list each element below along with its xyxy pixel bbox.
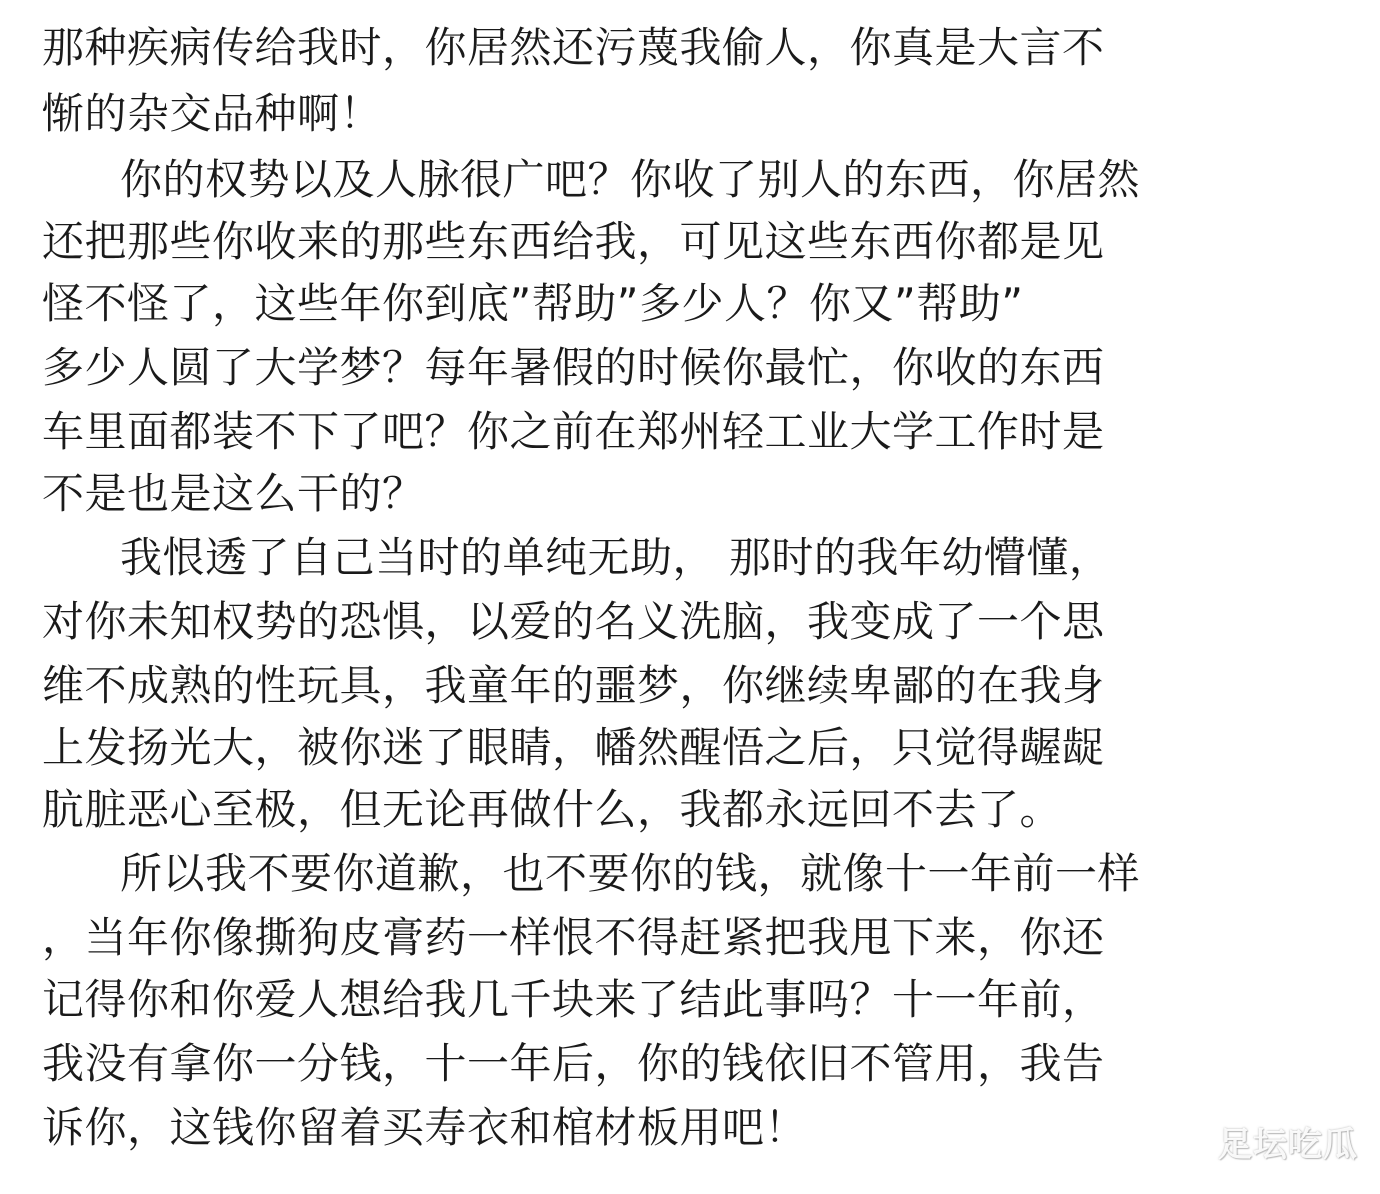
watermark-label: 足坛吃瓜 [1218,1125,1358,1165]
text-line-18: 诉你，这钱你留着买寿衣和棺材板用吧！ [42,1103,808,1152]
text-line-13: 肮脏恶心至极，但无论再做什么，我都永远回不去了。 [42,785,1063,834]
text-line-2: 惭的杂交品种啊！ [42,89,383,138]
text-line-7: 车里面都装不下了吧？你之前在郑州轻工业大学工作时是 [42,407,1105,456]
text-line-11: 维不成熟的性玩具，我童年的噩梦，你继续卑鄙的在我身 [42,661,1105,710]
text-line-8: 不是也是这么干的？ [42,469,425,518]
text-line-16: 记得你和你爱人想给我几千块来了结此事吗？十一年前， [42,975,1105,1024]
text-line-10: 对你未知权势的恐惧，以爱的名义洗脑，我变成了一个思 [42,597,1105,646]
text-line-15: ，当年你像撕狗皮膏药一样恨不得赶紧把我甩下来，你还 [42,913,1105,962]
text-line-5: 怪不怪了，这些年你到底”帮助”多少人？你又”帮助” [42,279,1024,328]
text-line-14: 所以我不要你道歉，也不要你的钱，就像十一年前一样 [120,849,1141,898]
text-line-9: 我恨透了自己当时的单纯无助， 那时的我年幼懵懂， [120,533,1112,582]
text-line-1: 那种疾病传给我时，你居然还污蔑我偷人，你真是大言不 [42,23,1105,72]
text-line-17: 我没有拿你一分钱，十一年后，你的钱依旧不管用，我告 [42,1039,1105,1088]
text-line-12: 上发扬光大，被你迷了眼睛，幡然醒悟之后，只觉得龌龊 [42,723,1105,772]
text-line-3: 你的权势以及人脉很广吧？你收了别人的东西，你居然 [120,155,1141,204]
text-line-4: 还把那些你收来的那些东西给我，可见这些东西你都是见 [42,217,1105,266]
text-line-6: 多少人圆了大学梦？每年暑假的时候你最忙，你收的东西 [42,343,1105,392]
